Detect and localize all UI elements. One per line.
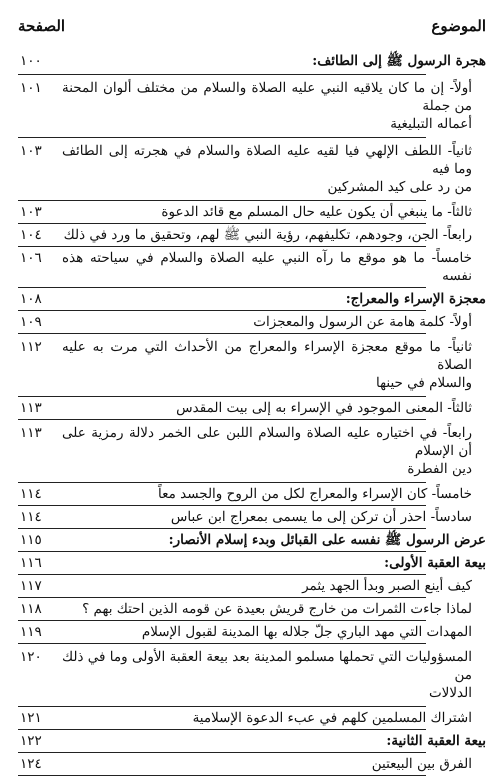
toc-entry-text: بيعة العقبة الأولى: — [384, 555, 486, 571]
toc-entry — [18, 730, 486, 752]
toc-entry-text: أولاً- كلمة هامة عن الرسول والمعجزات — [253, 314, 472, 330]
topic-column-header: الموضوع — [431, 17, 486, 35]
toc-entry-page: ١١٢ — [20, 339, 42, 355]
toc-entry-page: ١١٧ — [20, 578, 42, 594]
toc-entry-page: ١١٤ — [20, 486, 42, 502]
toc-entry-text: لماذا جاءت الثمرات من خارج قريش بعيدة عن قومه الذين احتك بهم ؟ — [82, 601, 472, 617]
toc-entry — [18, 598, 486, 620]
toc-entry-page: ١١٥ — [20, 532, 42, 548]
toc-entry-page: ١٠٦ — [20, 250, 42, 266]
toc-header — [18, 14, 486, 38]
toc-entry-text: بيعة العقبة الثانية: — [386, 733, 486, 749]
toc-list — [18, 48, 486, 776]
toc-entry-text: كيف أينع الصبر وبدأ الجهد يثمر — [302, 578, 472, 594]
toc-entry — [18, 48, 486, 74]
toc-entry-page: ١١٣ — [20, 400, 42, 416]
page-column-header: الصفحة — [18, 17, 66, 35]
toc-entry — [18, 247, 486, 287]
toc-entry-text: رابعاً- في اختياره عليه الصلاة والسلام اللبن على الخمر دلالة رمزية على أن الإسلام — [62, 425, 472, 459]
toc-entry — [18, 575, 486, 597]
toc-entry-text: رابعاً- الجن، وجودهم، تكليفهم، رؤية النبي ﷺ لهم، وتحقيق ما ورد في ذلك — [63, 227, 472, 243]
toc-entry — [18, 397, 486, 419]
toc-entry — [18, 201, 486, 223]
toc-entry-page: ١٢٢ — [20, 733, 42, 749]
toc-entry-page: ١١٣ — [20, 425, 42, 441]
toc-entry — [18, 529, 486, 551]
toc-entry-text: هجرة الرسول ﷺ إلى الطائف: — [312, 53, 486, 69]
toc-entry-page: ١٠٨ — [20, 291, 42, 307]
toc-entry — [18, 506, 486, 528]
toc-entry-text: ثانياً- اللطف الإلهي فيا لقيه عليه الصلاة والسلام في هجرته إلى الطائف وما فيه — [62, 143, 472, 177]
toc-entry-text: الفرق بين البيعتين — [371, 756, 472, 772]
toc-entry-text: اشتراك المسلمين كلهم في عبء الدعوة الإسلامية — [192, 710, 472, 726]
toc-entry-page: ١١٨ — [20, 601, 42, 617]
toc-entry — [18, 621, 486, 643]
toc-entry-text: ثالثاً- المعنى الموجود في الإسراء به إلى بيت المقدس — [176, 400, 472, 416]
toc-entry-page: ١١٤ — [20, 509, 42, 525]
toc-entry-page: ١٠١ — [20, 80, 42, 96]
toc-entry — [18, 420, 486, 482]
toc-entry — [18, 311, 486, 333]
toc-entry — [18, 552, 486, 574]
toc-entry-text: خامساً- كان الإسراء والمعراج لكل من الروح والجسد معاً — [157, 486, 472, 502]
toc-entry-page: ١١٩ — [20, 624, 42, 640]
toc-entry — [18, 75, 486, 137]
toc-entry-text-cont: أعماله التبليغية — [390, 116, 472, 132]
toc-entry-page: ١٠٤ — [20, 227, 42, 243]
toc-entry — [18, 707, 486, 729]
toc-entry-page: ١٠٠ — [20, 53, 42, 69]
toc-entry-page: ١٢١ — [20, 710, 42, 726]
toc-entry — [18, 288, 486, 310]
toc-entry — [18, 138, 486, 200]
toc-entry-text: معجزة الإسراء والمعراج: — [345, 291, 486, 307]
toc-entry-text: سادساً- احذر أن تركن إلى ما يسمى بمعراج ابن عباس — [170, 509, 472, 525]
toc-entry-page: ١٠٣ — [20, 143, 42, 159]
toc-entry-page: ١٠٣ — [20, 204, 42, 220]
toc-entry-text: المهدات التي مهد الباري جلّ جلاله بها المدينة لقبول الإسلام — [141, 624, 472, 640]
toc-entry-text: المسؤوليات التي تحملها مسلمو المدينة بعد بيعة العقبة الأولى وما في ذلك من — [62, 649, 472, 683]
toc-entry-text: عرض الرسول ﷺ نفسه على القبائل وبدء إسلام الأنصار: — [168, 532, 486, 548]
toc-entry-page: ١٢٠ — [20, 649, 42, 665]
toc-entry-text: ثالثاً- ما ينبغي أن يكون عليه حال المسلم مع قائد الدعوة — [161, 204, 472, 220]
toc-entry-page: ١٠٩ — [20, 314, 42, 330]
toc-entry-text: خامساً- ما هو موقع ما رآه النبي عليه الصلاة والسلام في سياحته هذه نفسه — [62, 250, 472, 284]
toc-entry-text-cont: من رد على كيد المشركين — [327, 179, 472, 195]
toc-entry-text: ثانياً- ما موقع معجزة الإسراء والمعراج من الأحداث التي مرت به عليه الصلاة — [62, 339, 472, 373]
toc-entry-page: ١١٦ — [20, 555, 42, 571]
toc-entry-page: ١٢٤ — [20, 756, 42, 772]
toc-entry — [18, 644, 486, 706]
toc-entry-text-cont: والسلام في حينها — [376, 375, 472, 391]
toc-entry — [18, 483, 486, 505]
toc-entry — [18, 334, 486, 396]
toc-entry-text-cont: دين الفطرة — [407, 461, 472, 477]
toc-entry-text: أولاً- إن ما كان يلاقيه النبي عليه الصلاة والسلام من مختلف ألوان المحنة من جملة — [62, 80, 472, 114]
toc-entry — [18, 224, 486, 246]
toc-entry-text-cont: الدلالات — [428, 685, 472, 701]
toc-entry — [18, 753, 486, 775]
